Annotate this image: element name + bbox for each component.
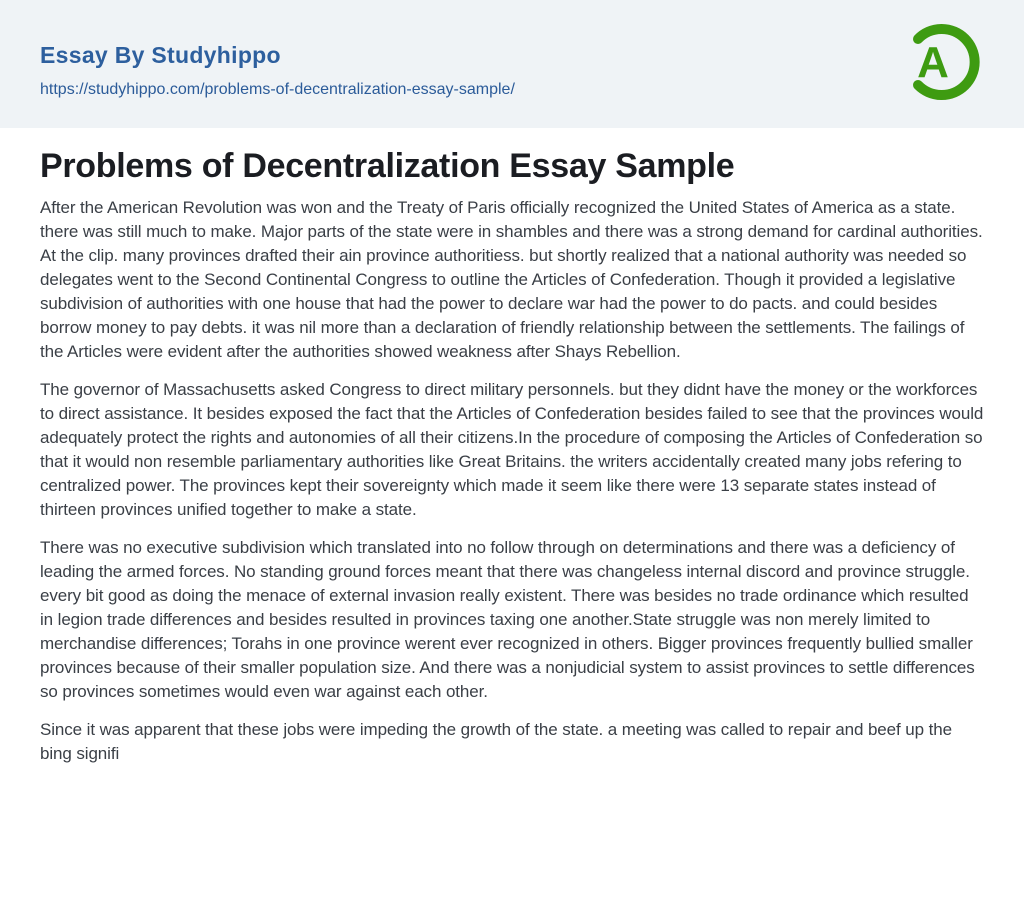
essay-title: Problems of Decentralization Essay Sample (40, 147, 735, 185)
essay-paragraph-2: The governor of Massachusetts asked Congress to direct military personnels. but they didnt have the money or the workforces to direct assistance. It besides exposed the fact that the Articles of Confederation besides failed to see that the provinces would adequately protect the rights and autonomies of all their citizens.In the procedure of composing the Articles of Confederation so that it would non resemble parliamentary authorities like Great Britains. the writers accidentally created many jobs refering to centralized power. The provinces kept their sovereignty which made it seem like there were 13 separate states instead of thirteen provinces unified together to make a state. (40, 380, 984, 519)
essay-paragraph-3: There was no executive subdivision which translated into no follow through on determinations and there was a deficiency of leading the armed forces. No standing ground forces meant that there was changeless internal discord and province struggle. every bit good as doing the menace of external invasion really existent. There was besides no trade ordinance which resulted in legion trade differences and besides resulted in provinces taxing one another.State struggle was non merely limited to merchandise differences; Torahs in one province werent ever recognized in others. Bigger provinces frequently bullied smaller provinces because of their smaller population size. And there was a nonjudicial system to assist provinces to settle differences so provinces sometimes would even war against each other. (40, 538, 975, 701)
essay-paragraph-1: After the American Revolution was won and the Treaty of Paris officially recognized the United States of America as a state. there was still much to make. Major parts of the state were in shambles and there was a strong demand for cardinal authorities. At the clip. many provinces drafted their ain province authoritiess. but shortly realized that a national authority was needed so delegates went to the Second Continental Congress to outline the Articles of Confederation. Though it provided a legislative subdivision of authorities with one house that had the power to declare war had the power to do pacts. and could besides borrow money to pay debts. it was nil more than a declaration of friendly relationship between the settlements. The failings of the Articles were evident after the authorities showed weakness after Shays Rebellion. (40, 198, 983, 361)
site-title: Essay By Studyhippo (40, 42, 281, 68)
document-header (0, 0, 1024, 128)
essay-article (0, 128, 1024, 766)
page-url-link[interactable]: https://studyhippo.com/problems-of-decentralization-essay-sample/ (40, 81, 515, 98)
logo-letter: A (917, 38, 949, 87)
essay-paragraph-4: Since it was apparent that these jobs were impeding the growth of the state. a meeting was called to repair and beef up the bing signifi (40, 720, 952, 763)
a-arc-logo-icon (896, 17, 986, 107)
studyhippo-logo (896, 17, 986, 107)
